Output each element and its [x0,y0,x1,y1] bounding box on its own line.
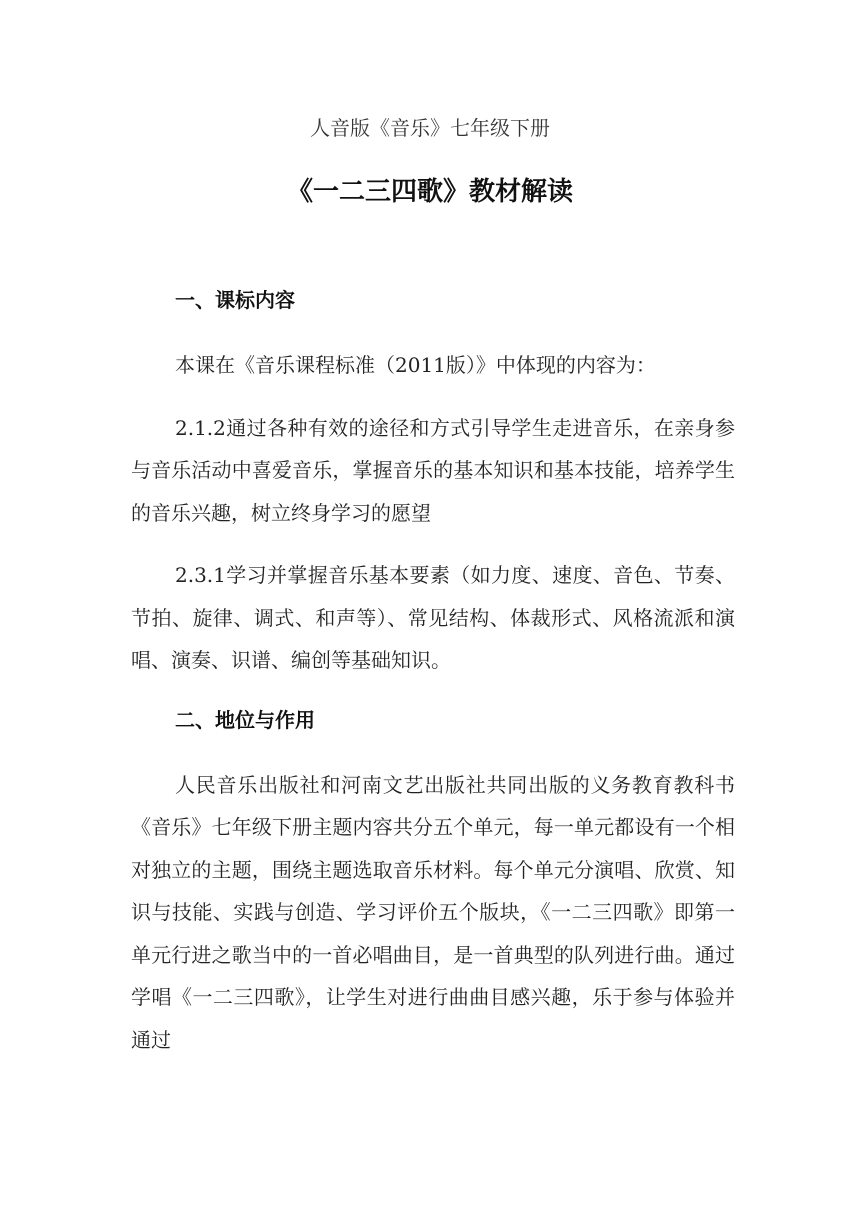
paragraph: 本课在《音乐课程标准（2011版）》中体现的内容为： [175,353,656,377]
document-body [131,280,735,1061]
section-heading-curriculum: 一、课标内容 [175,288,295,312]
paragraph: 人民音乐出版社和河南文艺出版社共同出版的义务教育教科书《音乐》七年级下册主题内容共分五个单元，每一单元都设有一个相对独立的主题，围绕主题选取音乐材料。每个单元分演唱、欣赏、知识与技能、实践与创造、学习评价五个版块，《一二三四歌》即第一单元行进之歌当中的一首必唱曲目，是一首典型的队列进行曲。通过学唱《一二三四歌》，让学生对进行曲曲目感兴趣，乐于参与体验并通过 [131,772,735,1052]
paragraph: 2.3.1学习并掌握音乐基本要素（如力度、速度、音色、节奏、节拍、旋律、调式、和声等）、常见结构、体裁形式、风格流派和演唱、演奏、识谱、编创等基础知识。 [131,563,735,672]
document-subtitle: 人音版《音乐》七年级下册 [310,116,550,140]
section-heading-role: 二、地位与作用 [175,707,315,732]
document-title: 《一二三四歌》教材解读 [286,177,573,207]
paragraph: 2.1.2通过各种有效的途径和方式引导学生走进音乐，在亲身参与音乐活动中喜爱音乐，掌握音乐的基本知识和基本技能，培养学生的音乐兴趣，树立终身学习的愿望 [131,415,735,525]
